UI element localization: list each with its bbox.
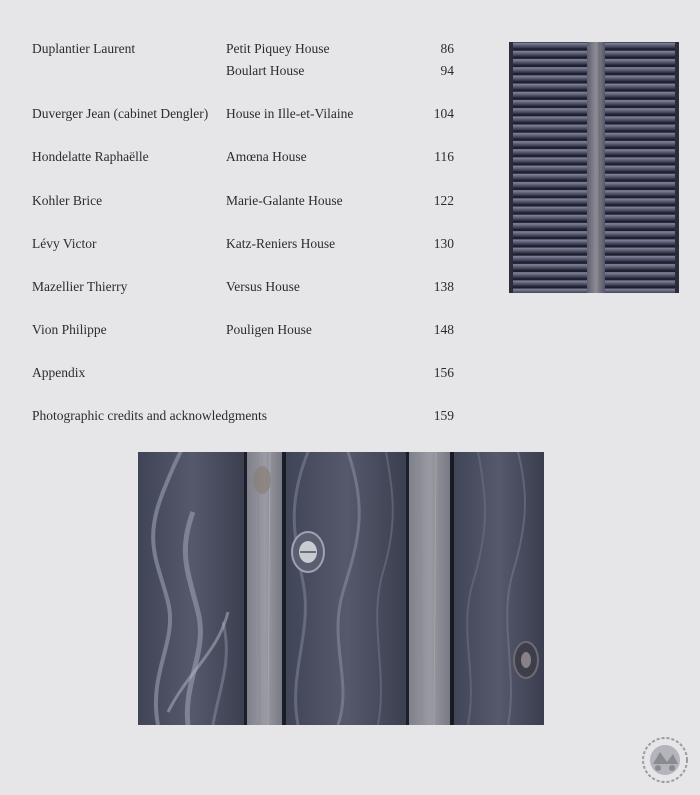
project-title: Boulart House <box>226 63 305 78</box>
project-title: Versus House <box>226 279 300 294</box>
page-number: 148 <box>433 322 454 337</box>
page-number: 94 <box>440 63 454 78</box>
project-title: House in Ille-et-Vilaine <box>226 106 354 121</box>
shutter-photo <box>509 42 679 293</box>
project-title: Amœna House <box>226 149 307 164</box>
architect-name: Hondelatte Raphaëlle <box>32 149 149 164</box>
page-number: 104 <box>433 106 454 121</box>
architect-name: Duplantier Laurent <box>32 41 136 56</box>
project-title: Marie-Galante House <box>226 193 343 208</box>
architect-name: Lévy Victor <box>32 236 97 251</box>
architect-name: Mazellier Thierry <box>32 279 128 294</box>
wood-planks-photo <box>138 452 544 725</box>
table-of-contents <box>0 0 480 440</box>
section-title: Appendix <box>32 365 86 380</box>
page-number: 156 <box>433 365 454 380</box>
page-number: 116 <box>434 149 454 164</box>
page-number: 86 <box>440 41 454 56</box>
section-title: Photographic credits and acknowledgments <box>32 408 268 423</box>
page-number: 130 <box>433 236 454 251</box>
project-title: Katz-Reniers House <box>226 236 336 251</box>
watermark-stamp <box>636 734 694 786</box>
page-number: 159 <box>433 408 454 423</box>
architect-name: Kohler Brice <box>32 193 103 208</box>
page-number: 138 <box>433 279 454 294</box>
architect-name: Vion Philippe <box>32 322 107 337</box>
project-title: Petit Piquey House <box>226 41 330 56</box>
page-number: 122 <box>433 193 454 208</box>
project-title: Pouligen House <box>226 322 312 337</box>
architect-name: Duverger Jean (cabinet Dengler) <box>32 106 209 121</box>
